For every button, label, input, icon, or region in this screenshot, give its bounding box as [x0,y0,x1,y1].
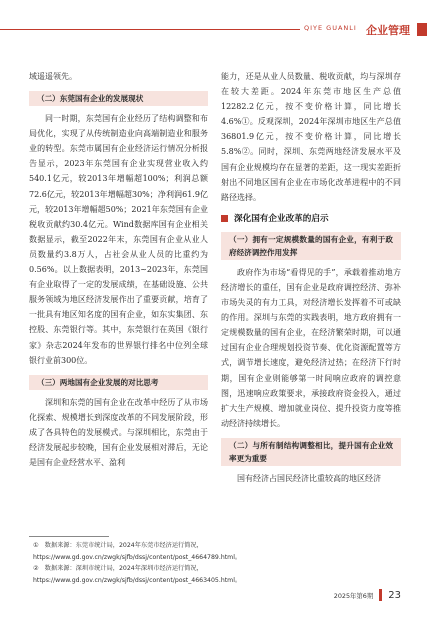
section-heading: （二）东莞国有企业的发展现状 [29,91,208,106]
paragraph: 国有经济占国民经济比重较高的地区经济 [237,473,381,483]
main-heading [221,213,401,225]
page-number: 23 [388,589,401,601]
paragraph: 深圳和东莞的国有企业在改革中经历了从市场化探索、规模增长到深度改革的不同发展阶段，形成了各具特色的发展模式。与深圳相比，东莞由于经济发展起步较晚，国有企业发展相对滞后，无论是国有企业经营水平、盈利 [29,397,208,468]
paragraph: 域遥遥领先。 [29,72,77,81]
paragraph: 能力，还是从业人员数量、税收贡献，均与深圳存在较大差距。2024年东莞市地区生产总值12282.2亿元，按不变价格计算，同比增长4.6%①。反观深圳，2024年深圳市地区生产总值36801.9亿元，按不变价格计算，同比增长5.8%②。同时，深圳、东莞两地经济发展水平及国有企业规模均存在显著的差距，这一现实差距折射出不同地区国有企业在市场化改革进程中的不同路径选择。 [221,72,401,202]
left-column [29,69,208,470]
footnotes [29,540,401,586]
footer-bar [379,589,382,601]
footnote: ① 数据来源：东莞市统计局，2024年东莞市经济运行简况，https://www.gd.gov.cn/zwgk/sjfb/dssj/content/post_4664789.html。 [33,542,242,561]
section-heading: （一）拥有一定规模数量的国有企业，有利于政府经济调控作用发挥 [221,232,401,260]
header-tab-marker [417,23,427,36]
main-heading-text: 深化国有企业改革的启示 [234,213,329,224]
right-column [221,69,401,486]
issue-label: 2025年第6期 [333,591,374,600]
paragraph: 同一时期，东莞国有企业经历了结构调整和布局优化，实现了从传统制造业向高端制造业和服务业的转型。东莞市属国有企业经济运行情况分析报告显示，2023年东莞国有企业实现营业收入约540.1亿元，较2013年增幅超100%；利润总额72.6亿元，较2013年增幅超30%；净利润61.9亿元，较2013年增幅超50%；2021年东莞国有企业税收贡献约30.4亿元。Wind数据库国有企业相关数据显示，截至2022年末，东莞国有企业从业人员数量约3.8万人，占社会从业人员的比重约为0.56%。以上数据表明，2013~2023年，东莞国有企业取得了一定的发展成绩，在基础设施、公共服务领域为地区经济发展作出了重要贡献，培育了一批具有地区知名度的国有企业，如东实集团、东控股、东莞银行等。其中，东莞银行在英国《银行家》杂志2024年发布的世界银行排名中位列全球银行业前300位。 [29,114,208,365]
page-footer [334,589,401,601]
section-heading: （二）与所有制结构调整相比，提升国有企业效率更为重要 [221,438,401,466]
footnote-rule [29,536,109,537]
paragraph: 政府作为市场“看得见的手”，承载着推动地方经济增长的重任，国有企业是政府调控经济、弥补市场失灵的有力工具，对经济增长发挥着不可或缺的作用。深圳与东莞的实践表明，地方政府拥有一定规模数量的国有企业，在经济繁荣时期，可以通过国有企业合理规划投资节奏、优化资源配置等方式，调节增长速度，避免经济过热；在经济下行时期，国有企业则能够第一时间响应政府的调控意图，迅速响应政策要求，承接政府资金投入，通过扩大生产规模、增加就业岗位、提升投资力度等推动经济持续增长。 [221,267,401,428]
header-section-en: QIYE GUANLI [300,24,361,32]
section-heading: （三）两地国有企业发展的对比思考 [29,375,208,390]
header-rule [0,29,338,30]
square-bullet-icon [221,215,228,222]
header-section-cn: 企业管理 [363,22,410,38]
running-header [0,23,427,36]
footnote: ② 数据来源：深圳市统计局，2024年深圳市经济运行简况，https://www.gd.gov.cn/zwgk/sjfb/dssj/content/post_4663405.html。 [33,565,242,584]
